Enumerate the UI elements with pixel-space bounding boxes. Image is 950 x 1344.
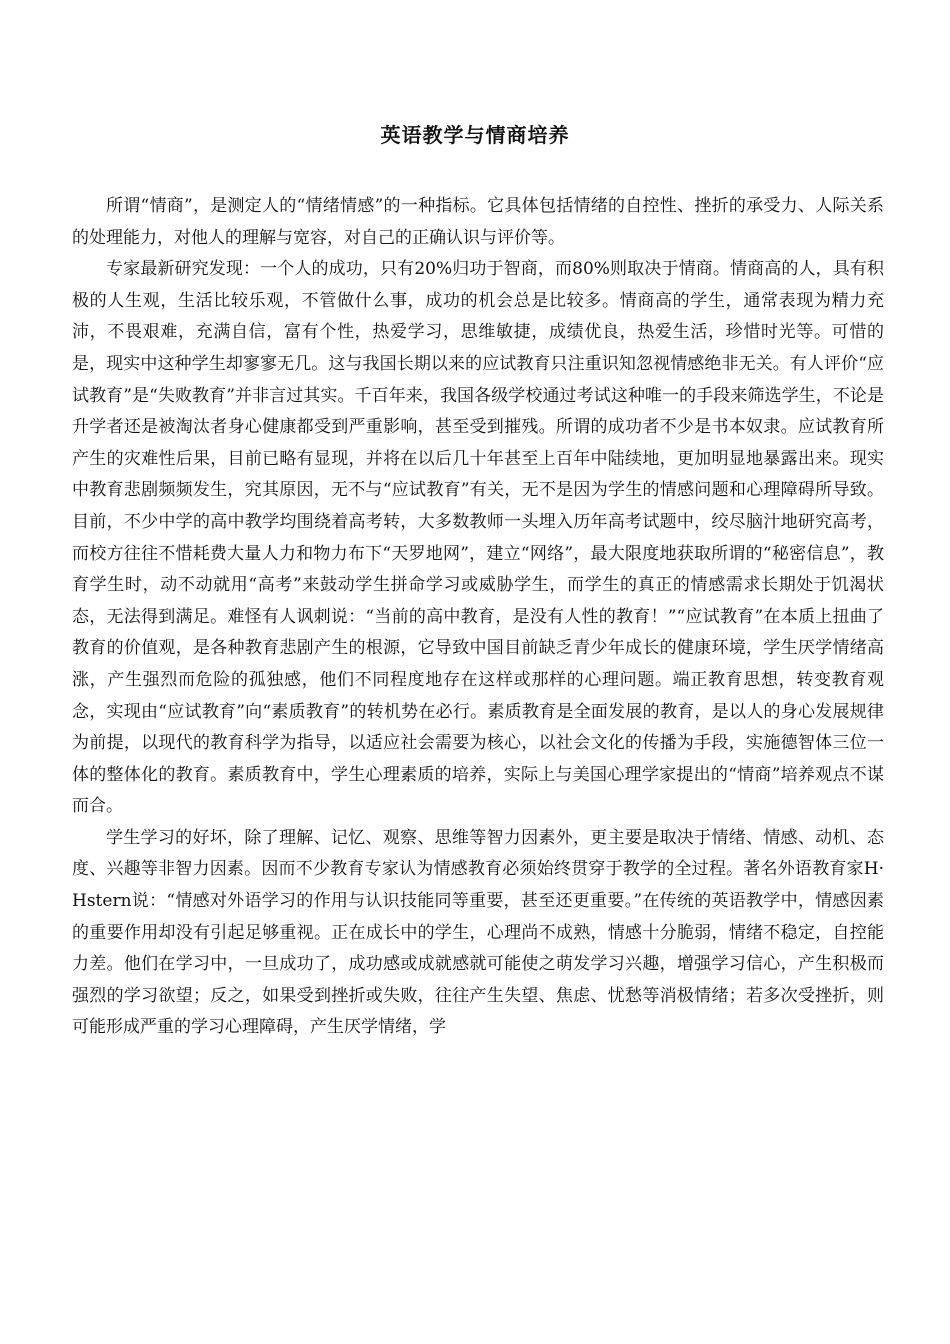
document-body — [72, 191, 884, 1044]
paragraph-eq-definition: 所谓“情商”，是测定人的“情绪情感”的一种指标。它具体包括情绪的自控性、挫折的承受力、人际关系的处理能力，对他人的理解与宽容，对自己的正确认识与评价等。 — [72, 196, 884, 248]
paragraph-exam-education: 专家最新研究发现：一个人的成功，只有20%归功于智商，而80%则取决于情商。情商高的人，具有积极的人生观，生活比较乐观，不管做什么事，成功的机会总是比较多。情商高的学生，通常表现为精力充沛，不畏艰难，充满自信，富有个性，热爱学习，思维敏捷，成绩优良，热爱生活，珍惜时光等。可惜的是，现实中这种学生却寥寥无几。这与我国长期以来的应试教育只注重识知忽视情感绝非无关。有人评价“应试教育”是“失败教育”并非言过其实。千百年来，我国各级学校通过考试这种唯一的手段来筛选学生，不论是升学者还是被淘汰者身心健康都受到严重影响，甚至受到摧残。所谓的成功者不少是书本奴隶。应试教育所产生的灾难性后果，目前已略有显现，并将在以后几十年甚至上百年中陆续地，更加明显地暴露出来。现实中教育悲剧频频发生，究其原因，无不与“应试教育”有关，无不是因为学生的情感问题和心理障碍所导致。目前，不少中学的高中教学均围绕着高考转，大多数教师一头埋入历年高考试题中，绞尽脑汁地研究高考，而校方往往不惜耗费大量人力和物力布下“天罗地网”，建立“网络”，最大限度地获取所谓的“秘密信息”，教育学生时，动不动就用“高考”来鼓动学生拼命学习或威胁学生，而学生的真正的情感需求长期处于饥渴状态，无法得到满足。难怪有人讽刺说：“当前的高中教育，是没有人性的教育！”“应试教育”在本质上扭曲了教育的价值观，是各种教育悲剧产生的根源，它导致中国目前缺乏青少年成长的健康环境，学生厌学情绪高涨，产生强烈而危险的孤独感，他们不同程度地存在这样或那样的心理问题。端正教育思想，转变教育观念，实现由“应试教育”向“素质教育”的转机势在必行。素质教育是全面发展的教育，是以人的身心发展规律为前提，以现代的教育科学为指导，以适应社会需要为核心，以社会文化的传播为手段，实施德智体三位一体的整体化的教育。素质教育中，学生心理素质的培养，实际上与美国心理学家提出的“情商”培养观点不谋而合。 — [72, 259, 884, 817]
paragraph-emotional-factors: 学生学习的好坏，除了理解、记忆、观察、思维等智力因素外，更主要是取决于情绪、情感、动机、态度、兴趣等非智力因素。因而不少教育专家认为情感教育必须始终贯穿于教学的全过程。著名外语教育家H·Hstern说：“情感对外语学习的作用与认识技能同等重要，甚至还更重要。”在传统的英语教学中，情感因素的重要作用却没有引起足够重视。正在成长中的学生，心理尚不成熟，情感十分脆弱，情绪不稳定，自控能力差。他们在学习中，一旦成功了，成功感或成就感就可能使之萌发学习兴趣，增强学习信心，产生积极而强烈的学习欲望；反之，如果受到挫折或失败，往往产生失望、焦虑、忧愁等消极情绪；若多次受挫折，则可能形成严重的学习心理障碍，产生厌学情绪，学 — [72, 827, 884, 1038]
document-title: 英语教学与情商培养 — [380, 123, 570, 147]
